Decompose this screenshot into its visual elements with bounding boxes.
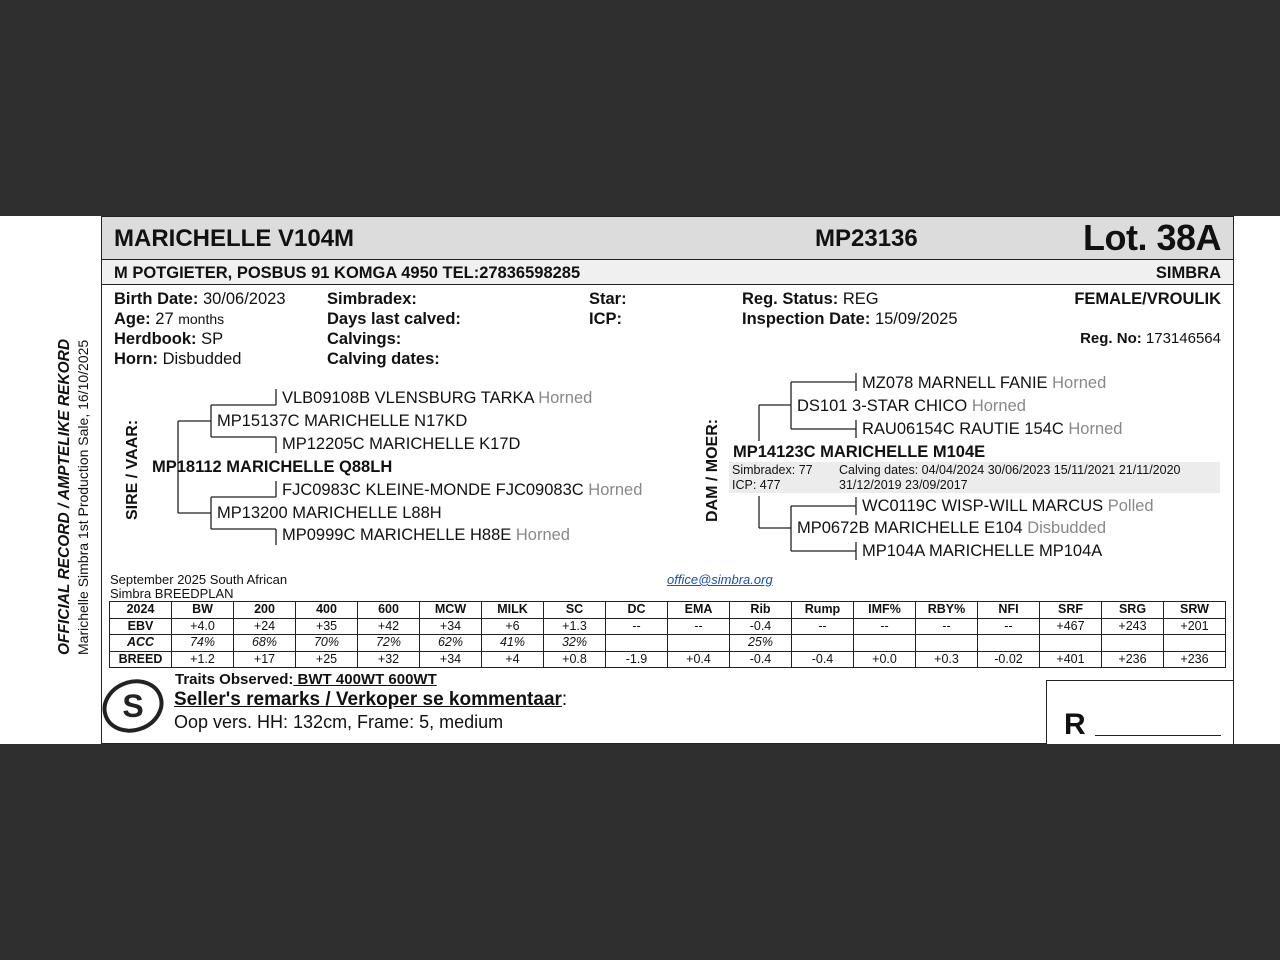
table-cell: EMA [668, 602, 730, 619]
reg-status: Reg. Status: REG [742, 290, 879, 308]
table-cell: +17 [234, 651, 296, 668]
reg-number: Reg. No: 173146564 [1080, 330, 1221, 347]
table-cell: SRF [1040, 602, 1102, 619]
table-cell: +236 [1102, 651, 1164, 668]
calving-dates-label: Calving dates: [327, 350, 440, 368]
remarks-heading: Seller's remarks / Verkoper se kommentaar: [174, 689, 568, 710]
table-cell: +0.8 [544, 651, 606, 668]
table-cell: +35 [296, 618, 358, 635]
table-cell: -- [668, 618, 730, 635]
table-cell [792, 635, 854, 652]
table-cell: 74% [172, 635, 234, 652]
dam-name: MP14123C MARICHELLE M104E [733, 443, 986, 461]
table-cell: +0.3 [916, 651, 978, 668]
remarks-text: Oop vers. HH: 132cm, Frame: 5, medium [174, 712, 504, 732]
official-record-label: OFFICIAL RECORD / AMPTELIKE REKORD [56, 338, 73, 655]
sale-name: Marichelle Simbra 1st Production Sale, 16/10/2025 [75, 339, 91, 655]
table-cell: +243 [1102, 618, 1164, 635]
table-cell: 600 [358, 602, 420, 619]
table-cell [668, 635, 730, 652]
dam-label: DAM / MOER: [704, 418, 721, 522]
table-cell: 41% [482, 635, 544, 652]
table-cell: 200 [234, 602, 296, 619]
table-cell: +25 [296, 651, 358, 668]
table-cell: SRW [1164, 602, 1226, 619]
table-cell: SC [544, 602, 606, 619]
table-cell: -- [978, 618, 1040, 635]
table-cell [1102, 635, 1164, 652]
table-cell: -- [792, 618, 854, 635]
dam-calving-dates-2: 31/12/2019 23/09/2017 [839, 478, 968, 492]
sire-name: MP18112 MARICHELLE Q88LH [152, 458, 393, 476]
table-cell: +236 [1164, 651, 1226, 668]
email-link[interactable]: office@simbra.org [667, 572, 773, 587]
star-label: Star: [589, 290, 627, 308]
table-cell: 32% [544, 635, 606, 652]
price-line [1095, 735, 1221, 736]
table-cell: Rib [730, 602, 792, 619]
table-cell: +467 [1040, 618, 1102, 635]
animal-name: MARICHELLE V104M [114, 225, 355, 252]
acc-row [110, 635, 1226, 652]
table-cell: +201 [1164, 618, 1226, 635]
table-cell: +4 [482, 651, 544, 668]
calvings-label: Calvings: [327, 330, 402, 348]
table-cell [1164, 635, 1226, 652]
table-cell: +1.3 [544, 618, 606, 635]
sire-dam-sire: FJC0983C KLEINE-MONDE FJC09083C Horned [282, 481, 643, 499]
row-label: BREED [110, 651, 172, 668]
table-cell: 68% [234, 635, 296, 652]
price-label: R [1064, 708, 1086, 741]
simbra-logo [102, 678, 164, 734]
days-calved-label: Days last calved: [327, 310, 461, 328]
table-cell: NFI [978, 602, 1040, 619]
dam-dam-dam: MP104A MARICHELLE MP104A [862, 542, 1103, 560]
table-cell: +401 [1040, 651, 1102, 668]
table-cell: DC [606, 602, 668, 619]
breed-label: SIMBRA [1155, 264, 1221, 282]
table-cell: 70% [296, 635, 358, 652]
dam-dam: MP0672B MARICHELLE E104 Disbudded [797, 519, 1107, 537]
birth-date: Birth Date: 30/06/2023 [114, 290, 286, 308]
table-cell: +4.0 [172, 618, 234, 635]
table-cell: RBY% [916, 602, 978, 619]
row-label: EBV [110, 618, 172, 635]
inspection-date: Inspection Date: 15/09/2025 [742, 310, 958, 328]
sire-dam: MP13200 MARICHELLE L88H [217, 504, 442, 522]
simbradex-label: Simbradex: [327, 290, 417, 308]
table-cell: MCW [420, 602, 482, 619]
table-cell: +0.4 [668, 651, 730, 668]
logo-letter: S [122, 688, 144, 724]
table-cell: +34 [420, 618, 482, 635]
dam-sire-dam: RAU06154C RAUTIE 154C Horned [862, 420, 1123, 438]
dam-simbradex: Simbradex: 77 [732, 463, 813, 477]
table-cell: +1.2 [172, 651, 234, 668]
dam-icp: ICP: 477 [732, 478, 781, 492]
breedplan-date: September 2025 South African [110, 572, 288, 587]
ebv-table [109, 601, 1226, 668]
table-cell [606, 635, 668, 652]
age: Age: 27 months [114, 310, 225, 328]
table-cell: +6 [482, 618, 544, 635]
table-cell: -0.4 [730, 651, 792, 668]
horn-status: Horn: Disbudded [114, 350, 242, 368]
dam-dam-sire: WC0119C WISP-WILL MARCUS Polled [862, 497, 1154, 515]
table-cell [916, 635, 978, 652]
table-cell: -- [606, 618, 668, 635]
sire-sire: MP15137C MARICHELLE N17KD [217, 412, 468, 430]
table-cell: SRG [1102, 602, 1164, 619]
table-cell: 62% [420, 635, 482, 652]
table-cell: -- [854, 618, 916, 635]
table-cell: +34 [420, 651, 482, 668]
table-cell: Rump [792, 602, 854, 619]
sire-sire-dam: MP12205C MARICHELLE K17D [282, 435, 521, 453]
table-cell: -0.4 [730, 618, 792, 635]
row-label: ACC [110, 635, 172, 652]
table-cell: -1.9 [606, 651, 668, 668]
herdbook: Herdbook: SP [114, 330, 224, 348]
table-cell: +24 [234, 618, 296, 635]
table-cell [1040, 635, 1102, 652]
table-cell: MILK [482, 602, 544, 619]
table-cell: -- [916, 618, 978, 635]
table-cell: 400 [296, 602, 358, 619]
animal-id: MP23136 [815, 225, 918, 252]
table-cell: 25% [730, 635, 792, 652]
table-cell: +32 [358, 651, 420, 668]
traits-observed: Traits Observed: BWT 400WT 600WT [175, 671, 437, 688]
dam-sire-sire: MZ078 MARNELL FANIE Horned [862, 374, 1107, 392]
breed-row [110, 651, 1226, 668]
icp-label: ICP: [589, 310, 622, 328]
lot-number: Lot. 38A [1082, 217, 1221, 258]
sire-label: SIRE / VAAR: [124, 419, 141, 520]
breedplan-name: Simbra BREEDPLAN [110, 586, 234, 601]
table-cell: -0.02 [978, 651, 1040, 668]
ebv-header-row [110, 602, 1226, 619]
ebv-row [110, 618, 1226, 635]
sire-dam-dam: MP0999C MARICHELLE H88E Horned [282, 526, 570, 544]
sex-label: FEMALE/VROULIK [1074, 290, 1221, 308]
row-label: 2024 [110, 602, 172, 619]
dam-sire: DS101 3-STAR CHICO Horned [797, 397, 1026, 415]
table-cell: -0.4 [792, 651, 854, 668]
table-cell: +0.0 [854, 651, 916, 668]
table-cell: IMF% [854, 602, 916, 619]
owner-info: M POTGIETER, POSBUS 91 KOMGA 4950 TEL:27836598285 [114, 264, 581, 282]
sire-sire-sire: VLB09108B VLENSBURG TARKA Horned [282, 389, 593, 407]
dam-calving-dates-1: Calving dates: 04/04/2024 30/06/2023 15/11/2021 21/11/2020 [839, 463, 1181, 477]
table-cell: +42 [358, 618, 420, 635]
table-cell [978, 635, 1040, 652]
table-cell: 72% [358, 635, 420, 652]
table-cell [854, 635, 916, 652]
table-cell: BW [172, 602, 234, 619]
